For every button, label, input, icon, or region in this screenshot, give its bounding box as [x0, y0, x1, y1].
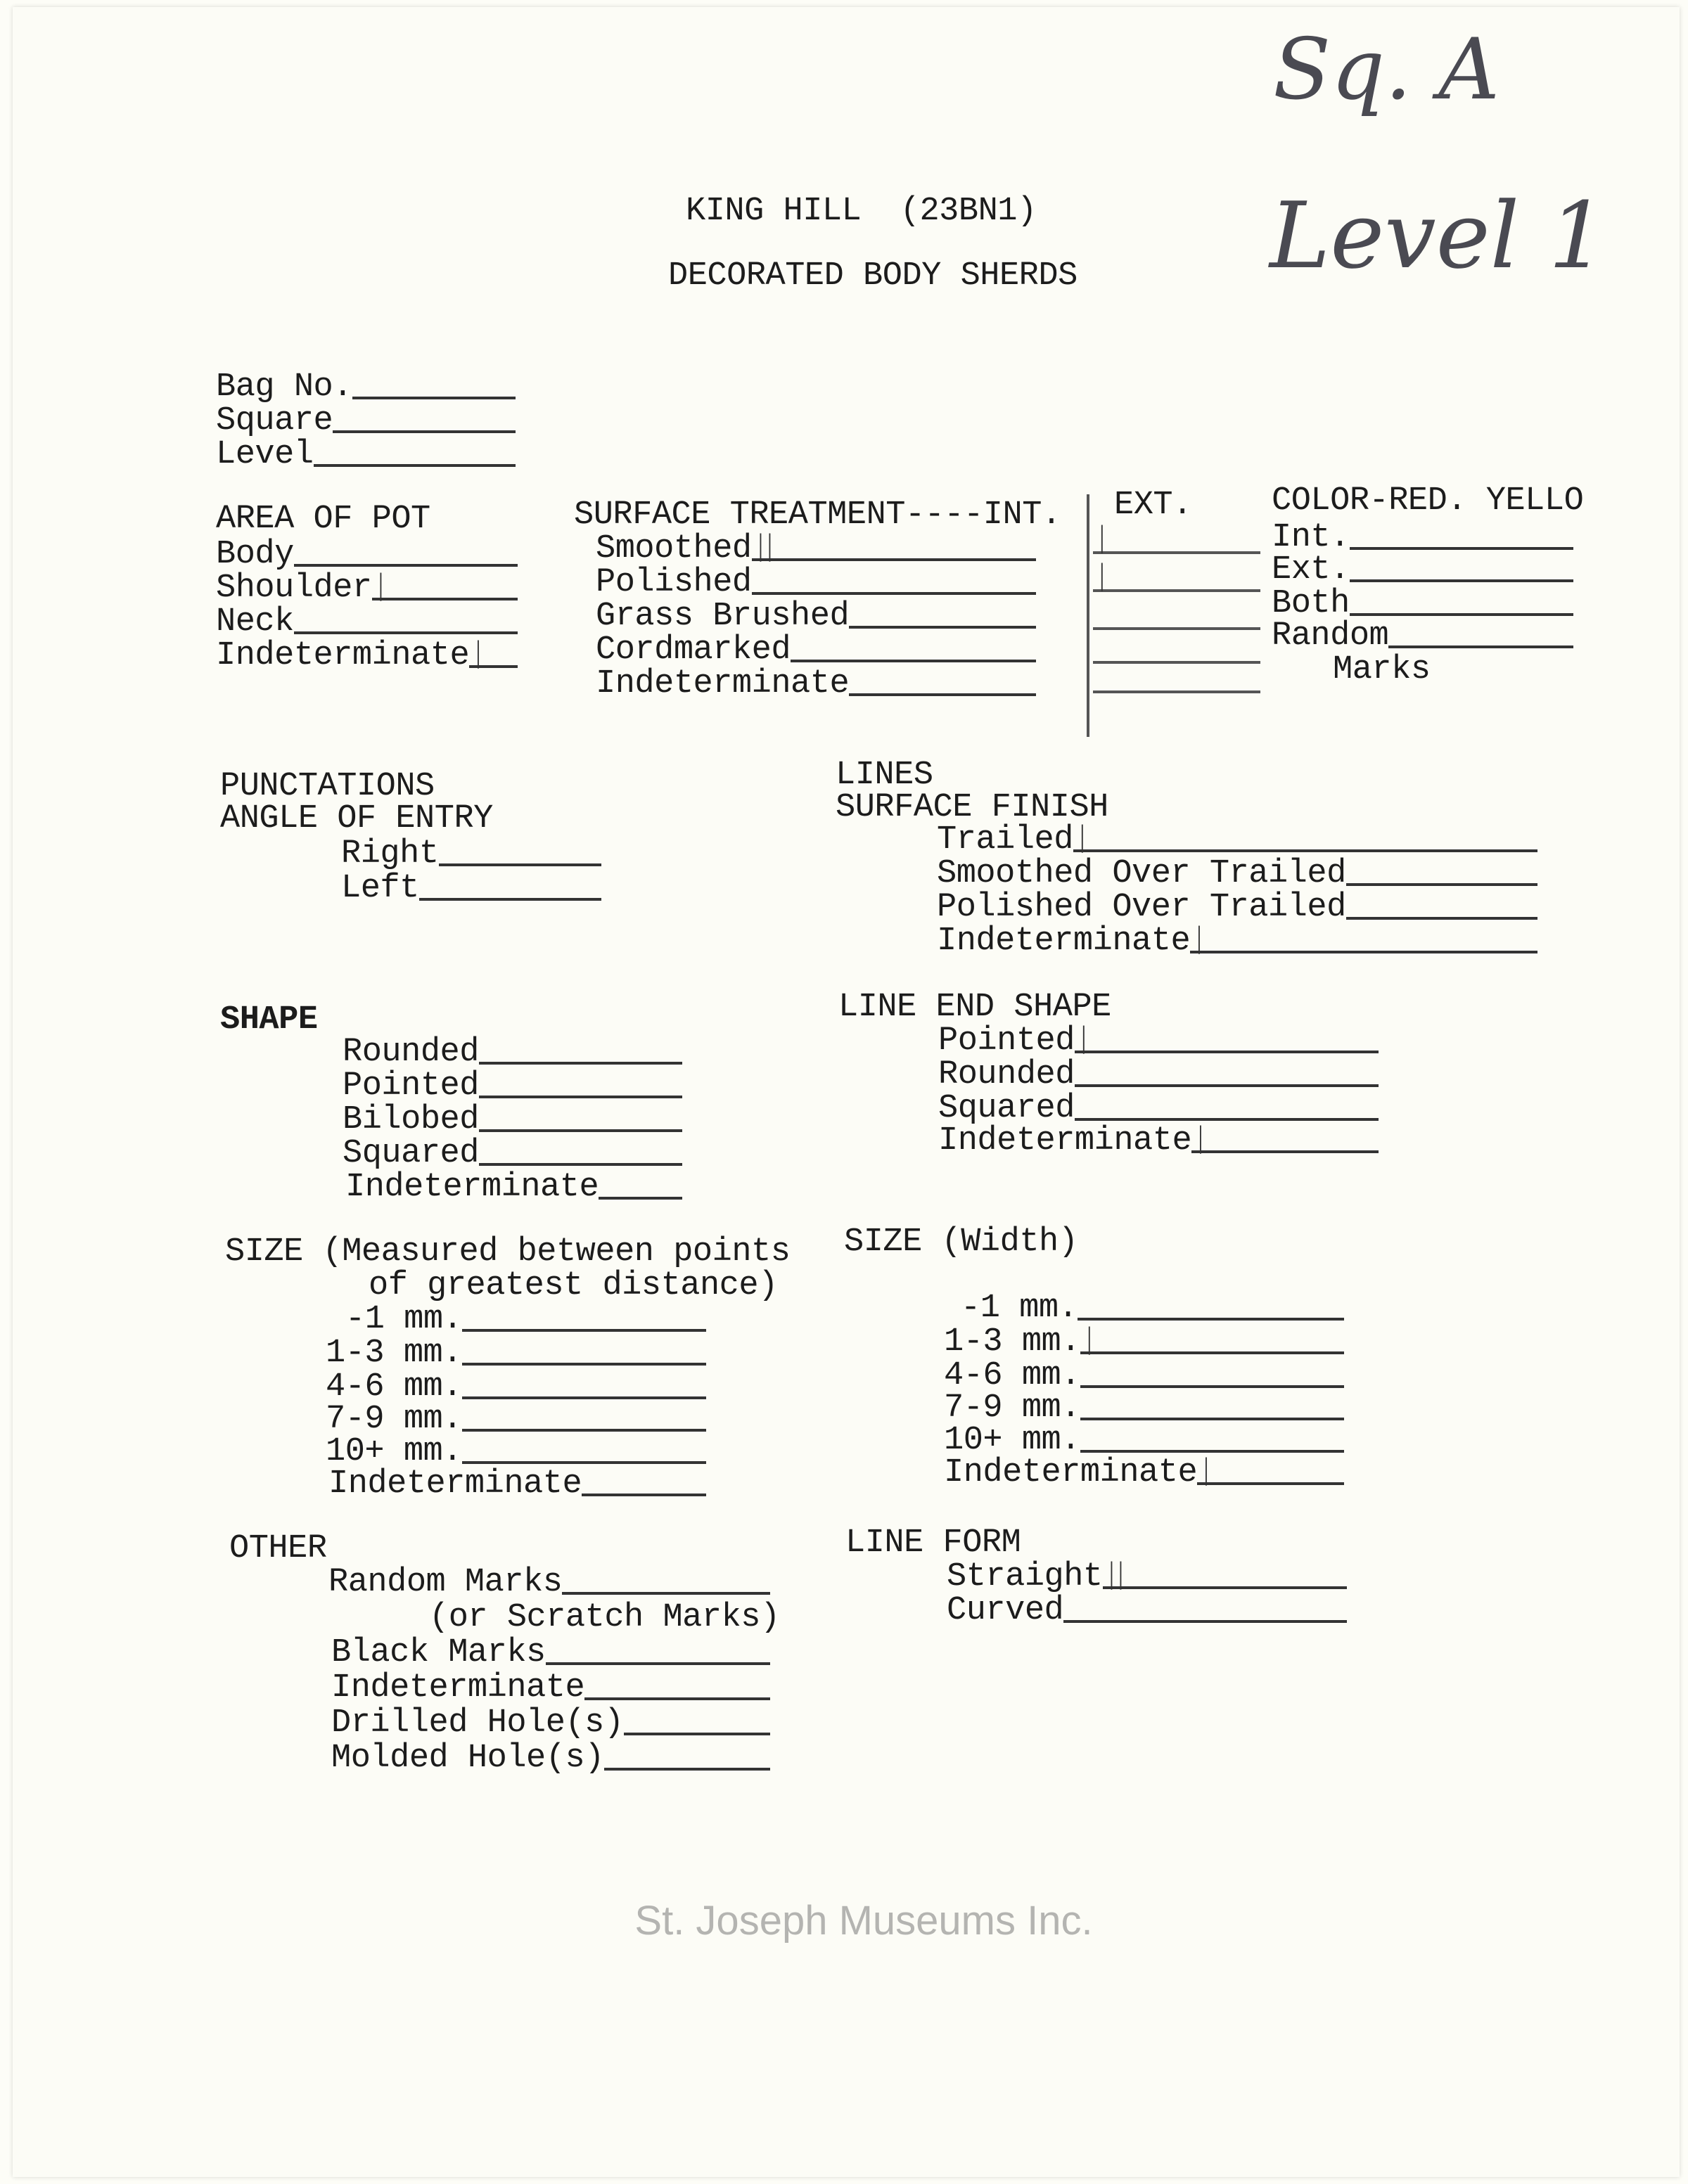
field-size-1-3[interactable]: [326, 1337, 706, 1370]
tally-mark: |: [1194, 922, 1204, 954]
field-size-7-9[interactable]: [326, 1403, 706, 1436]
form-title: KING HILL (23BN1): [686, 193, 1037, 230]
field-end-pointed[interactable]: [938, 1022, 1379, 1060]
label: Trailed: [937, 821, 1073, 859]
other-heading: OTHER: [229, 1530, 327, 1567]
label: Body: [216, 536, 294, 573]
column-divider: [1087, 494, 1089, 737]
tally-mark: ||: [1106, 1557, 1125, 1590]
field-body[interactable]: [216, 536, 518, 573]
field-shape-pointed[interactable]: [343, 1067, 682, 1105]
field-shoulder[interactable]: [216, 569, 518, 607]
tally-mark: |: [1201, 1453, 1211, 1486]
label: Right: [341, 835, 439, 873]
label: Cordmarked: [596, 631, 791, 669]
form-sheet: [13, 7, 1680, 2177]
field-size-indeterminate[interactable]: [328, 1465, 706, 1503]
field-surface-indeterminate[interactable]: [596, 665, 1036, 702]
field-shape-squared[interactable]: [343, 1135, 682, 1172]
line-end-heading: LINE END SHAPE: [838, 989, 1111, 1026]
color-marks-label: Marks: [1333, 651, 1431, 688]
label: 10+ mm.: [944, 1422, 1080, 1459]
field-shape-bilobed[interactable]: [343, 1101, 682, 1138]
size-subheading: of greatest distance): [369, 1267, 778, 1304]
field-width-indeterminate[interactable]: [944, 1453, 1344, 1491]
surface-heading: SURFACE TREATMENT----INT.: [574, 496, 1061, 534]
label: Rounded: [343, 1034, 479, 1071]
label: Polished: [596, 564, 752, 601]
field-polished[interactable]: [596, 564, 1036, 601]
label: 1-3 mm.: [944, 1323, 1080, 1361]
field-left[interactable]: [341, 870, 601, 907]
label: Left: [341, 870, 419, 907]
lines-subheading: SURFACE FINISH: [836, 789, 1108, 826]
label: Indeterminate: [345, 1169, 599, 1206]
field-width-4-6[interactable]: [944, 1357, 1344, 1394]
field-level[interactable]: [216, 436, 516, 473]
label: Random Marks: [328, 1564, 563, 1601]
label: -1 mm.: [961, 1290, 1078, 1327]
field-curved[interactable]: [947, 1592, 1347, 1629]
label: Squared: [343, 1135, 479, 1172]
area-heading: AREA OF POT: [216, 501, 430, 538]
label: Smoothed Over Trailed: [937, 855, 1346, 892]
field-straight[interactable]: [947, 1557, 1347, 1595]
label: 1-3 mm.: [326, 1335, 462, 1372]
field-black-marks[interactable]: [331, 1634, 770, 1671]
field-end-squared[interactable]: [938, 1090, 1379, 1127]
tally-mark: ||: [755, 529, 774, 562]
label: Bilobed: [343, 1101, 479, 1138]
label: 10+ mm.: [326, 1433, 462, 1470]
field-lines-indeterminate[interactable]: [937, 922, 1537, 960]
label: Black Marks: [331, 1634, 546, 1671]
tally-mark: |: [473, 636, 483, 669]
ext-line[interactable]: [1093, 690, 1260, 693]
field-width-7-9[interactable]: [944, 1389, 1344, 1427]
label: Drilled Hole(s): [331, 1704, 624, 1742]
label: Indeterminate: [596, 665, 850, 702]
field-bag-no[interactable]: [216, 368, 516, 406]
label: Rounded: [938, 1056, 1075, 1093]
field-smoothed-over-trailed[interactable]: [937, 855, 1537, 892]
tally-mark: |: [1196, 1122, 1206, 1154]
field-random-marks[interactable]: [328, 1564, 770, 1601]
label: Pointed: [938, 1022, 1075, 1060]
field-cordmarked[interactable]: [596, 631, 1036, 669]
label: 4-6 mm.: [944, 1357, 1080, 1394]
label: Indeterminate: [328, 1465, 582, 1503]
form-subtitle: DECORATED BODY SHERDS: [668, 257, 1078, 295]
field-grass-brushed[interactable]: [596, 600, 1036, 633]
punct-heading: PUNCTATIONS: [220, 768, 435, 805]
tally-mark: |: [1077, 821, 1087, 853]
field-shape-indeterminate[interactable]: [345, 1171, 682, 1204]
tally-mark: |: [1084, 1323, 1094, 1355]
ext-line[interactable]: [1093, 521, 1260, 554]
label: Indeterminate: [937, 923, 1191, 960]
field-width-10[interactable]: [944, 1422, 1344, 1459]
handwritten-square: Sq. A: [1273, 21, 1500, 119]
label: Polished Over Trailed: [937, 889, 1346, 926]
punct-subheading: ANGLE OF ENTRY: [220, 800, 493, 837]
field-smoothed[interactable]: [596, 529, 1036, 567]
handwritten-level: Level 1: [1270, 182, 1607, 289]
label: Random: [1272, 617, 1389, 655]
field-color-both[interactable]: [1272, 585, 1573, 622]
color-heading: COLOR-RED. YELLO: [1272, 482, 1584, 520]
tally-mark: |: [1097, 521, 1107, 553]
shape-heading: SHAPE: [220, 1001, 318, 1039]
size-heading: SIZE (Measured between points: [225, 1233, 791, 1271]
watermark: St. Joseph Museums Inc.: [634, 1898, 1093, 1944]
label: -1 mm.: [345, 1301, 463, 1338]
field-shape-rounded[interactable]: [343, 1036, 682, 1069]
label: Pointed: [343, 1067, 479, 1105]
field-drilled-holes[interactable]: [331, 1704, 770, 1742]
field-area-indeterminate[interactable]: [216, 636, 518, 674]
field-molded-holes[interactable]: [331, 1742, 770, 1775]
label: Grass Brushed: [596, 598, 850, 635]
field-polished-over-trailed[interactable]: [937, 889, 1537, 926]
field-end-rounded[interactable]: [938, 1056, 1379, 1093]
label: Indeterminate: [938, 1122, 1192, 1160]
scratch-marks-label: (or Scratch Marks): [429, 1599, 780, 1636]
label: Ext.: [1272, 551, 1350, 589]
field-width-1-3[interactable]: [944, 1323, 1344, 1361]
label: Indeterminate: [331, 1669, 585, 1707]
field-other-indeterminate[interactable]: [331, 1669, 770, 1707]
field-size-1[interactable]: [345, 1301, 706, 1338]
ext-line[interactable]: [1093, 559, 1260, 592]
label: Square: [216, 402, 333, 439]
label: Molded Hole(s): [331, 1740, 604, 1777]
field-color-ext[interactable]: [1272, 551, 1573, 589]
field-trailed[interactable]: [937, 821, 1537, 859]
label: Shoulder: [216, 570, 372, 607]
label: Smoothed: [596, 530, 752, 567]
label: Int.: [1272, 519, 1350, 556]
label: Bag No.: [216, 368, 352, 406]
tally-mark: |: [1078, 1022, 1088, 1054]
label: 7-9 mm.: [326, 1401, 462, 1438]
field-width-1[interactable]: [961, 1292, 1344, 1325]
field-color-int[interactable]: [1272, 519, 1573, 556]
field-color-random[interactable]: [1272, 617, 1573, 655]
label: Indeterminate: [944, 1454, 1198, 1491]
field-size-4-6[interactable]: [326, 1368, 706, 1406]
label: 4-6 mm.: [326, 1368, 462, 1406]
field-neck[interactable]: [216, 603, 518, 641]
width-heading: SIZE (Width): [844, 1223, 1078, 1261]
ext-heading: EXT.: [1114, 487, 1192, 524]
label: Level: [216, 436, 314, 473]
label: Curved: [947, 1592, 1064, 1629]
ext-line[interactable]: [1093, 627, 1260, 630]
lines-heading: LINES: [836, 757, 933, 794]
field-size-10[interactable]: [326, 1433, 706, 1470]
field-end-indeterminate[interactable]: [938, 1122, 1379, 1160]
field-right[interactable]: [341, 835, 601, 873]
ext-line[interactable]: [1093, 661, 1260, 664]
tally-mark: |: [376, 569, 385, 601]
label: Neck: [216, 603, 294, 641]
line-form-heading: LINE FORM: [845, 1524, 1021, 1562]
tally-mark: |: [1097, 559, 1107, 591]
label: Indeterminate: [216, 637, 470, 674]
label: 7-9 mm.: [944, 1389, 1080, 1427]
label: Squared: [938, 1090, 1075, 1127]
label: Straight: [947, 1558, 1103, 1595]
label: Both: [1272, 585, 1350, 622]
field-square[interactable]: [216, 402, 516, 439]
